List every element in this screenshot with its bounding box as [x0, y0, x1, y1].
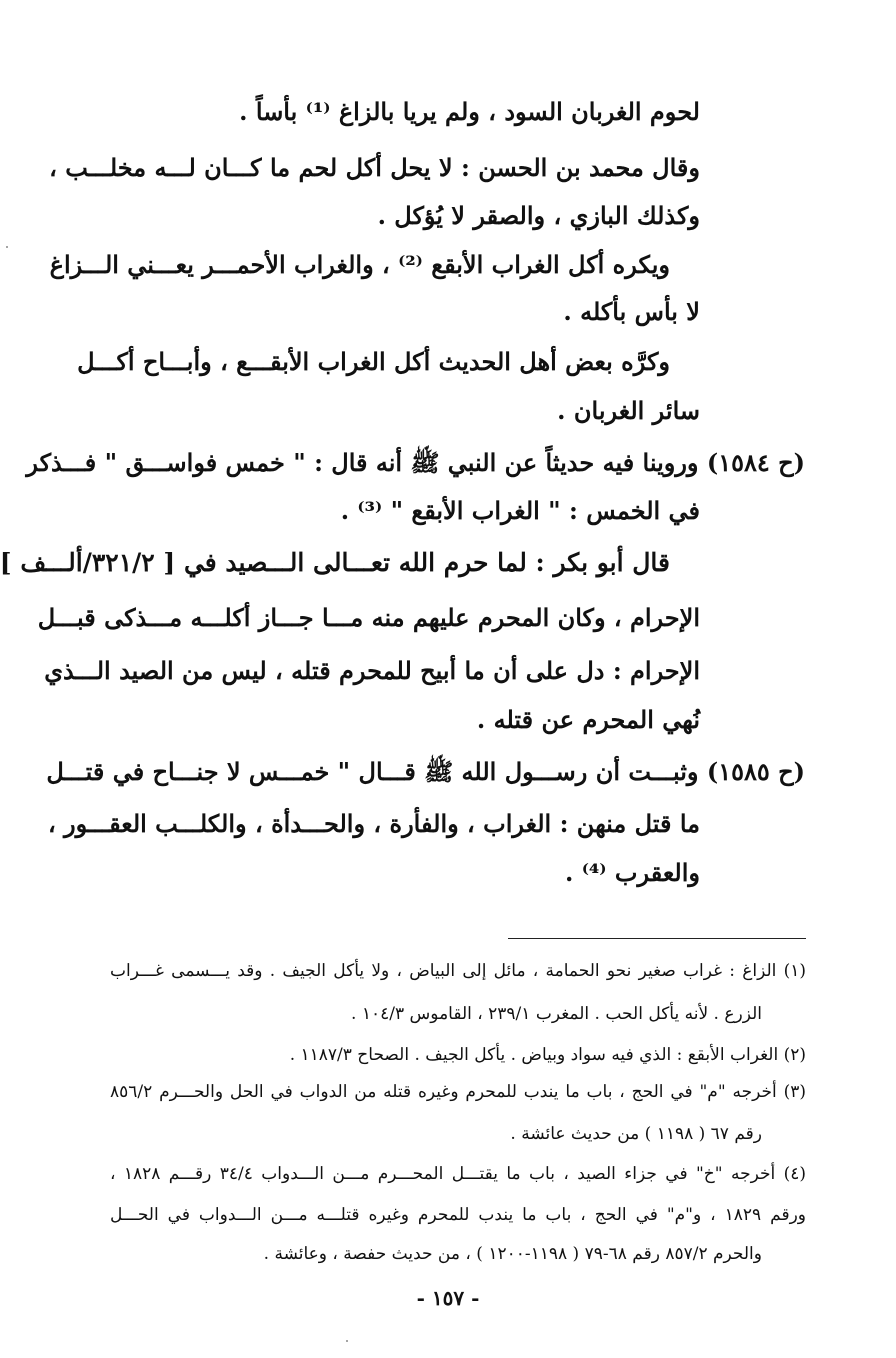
hadith-1584-line-2: في الخمس : " الغراب الأبقع " ⁽³⁾ . [340, 496, 700, 525]
footnote-4-line-3: والحرم ٨٥٧/٢ رقم ٦٨-٧٩ ( ١١٩٨-١٢٠٠ ) ، من حديث حفصة ، وعائشة . [263, 1244, 762, 1264]
footnote-separator [508, 938, 806, 939]
scan-speck [346, 1340, 348, 1342]
hadith-1585-line-3: والعقرب ⁽⁴⁾ . [564, 858, 700, 887]
footnote-3-line-2: رقم ٦٧ ( ١١٩٨ ) من حديث عائشة . [510, 1124, 762, 1144]
text-line-12: الإحرام : دل على أن ما أبيح للمحرم قتله ، ليس من الصيد الـــذي [44, 656, 700, 685]
text-line-7: سائر الغربان . [557, 396, 700, 425]
text-line-10: قال أبو بكر : لما حرم الله تعـــالى الـــصيد في [ ٣٢١/٢/ألـــف ] [0, 548, 670, 577]
hadith-1584-line-1: (ح ١٥٨٤) وروينا فيه حديثاً عن النبي ﷺ أنه قال : " خمس فواســـق " فـــذكر [26, 448, 805, 477]
footnote-1-line-1: (١) الزاغ : غراب صغير نحو الحمامة ، مائل إلى البياض ، ولا يأكل الجيف . وقد يـــسمى غـــراب [110, 961, 806, 981]
footnote-3-line-1: (٣) أخرجه "م" في الحج ، باب ما يندب للمحرم وغيره قتله من الدواب في الحل والحـــرم ٨٥٦/٢ [110, 1082, 806, 1102]
text-line-5: لا بأس بأكله . [563, 297, 700, 326]
text-line-2: وقال محمد بن الحسن : لا يحل أكل لحم ما كـــان لـــه مخلـــب ، [49, 153, 700, 182]
text-line-1: لحوم الغربان السود ، ولم يريا بالزاغ ⁽¹⁾ بأساً . [239, 97, 700, 126]
text-line-4: ويكره أكل الغراب الأبقع ⁽²⁾ ، والغراب الأحمـــر يعـــني الـــزاغ [49, 250, 670, 279]
footnote-4-line-1: (٤) أخرجه "خ" في جزاء الصيد ، باب ما يقتـــل المحـــرم مـــن الـــدواب ٣٤/٤ رقـــم ١٨٢٨ ، [110, 1164, 806, 1184]
footnote-2: (٢) الغراب الأبقع : الذي فيه سواد وبياض . يأكل الجيف . الصحاح ١١٨٧/٣ . [289, 1045, 806, 1065]
text-line-6: وكرَّه بعض أهل الحديث أكل الغراب الأبقـــع ، وأبـــاح أكـــل [77, 347, 670, 376]
hadith-1585-line-1: (ح ١٥٨٥) وثبـــت أن رســـول الله ﷺ قـــال " خمـــس لا جنـــاح في قتـــل [46, 757, 805, 786]
footnote-1-line-2: الزرع . لأنه يأكل الحب . المغرب ٢٣٩/١ ، القاموس ١٠٤/٣ . [351, 1004, 762, 1024]
footnote-4-line-2: ورقم ١٨٢٩ ، و"م" في الحج ، باب ما يندب للمحرم وغيره قتلـــه مـــن الـــدواب في الحـــل [110, 1205, 806, 1225]
hadith-1585-line-2: ما قتل منهن : الغراب ، والفأرة ، والحـــدأة ، والكلـــب العقـــور ، [47, 809, 700, 838]
scan-speck [6, 246, 8, 248]
text-line-3: وكذلك البازي ، والصقر لا يُؤكل . [377, 201, 700, 230]
text-line-13: نُهي المحرم عن قتله . [476, 705, 700, 734]
text-line-11: الإحرام ، وكان المحرم عليهم منه مـــا جـــاز أكلـــه مـــذكى قبـــل [37, 603, 700, 632]
page-number: - ١٥٧ - [416, 1286, 480, 1310]
